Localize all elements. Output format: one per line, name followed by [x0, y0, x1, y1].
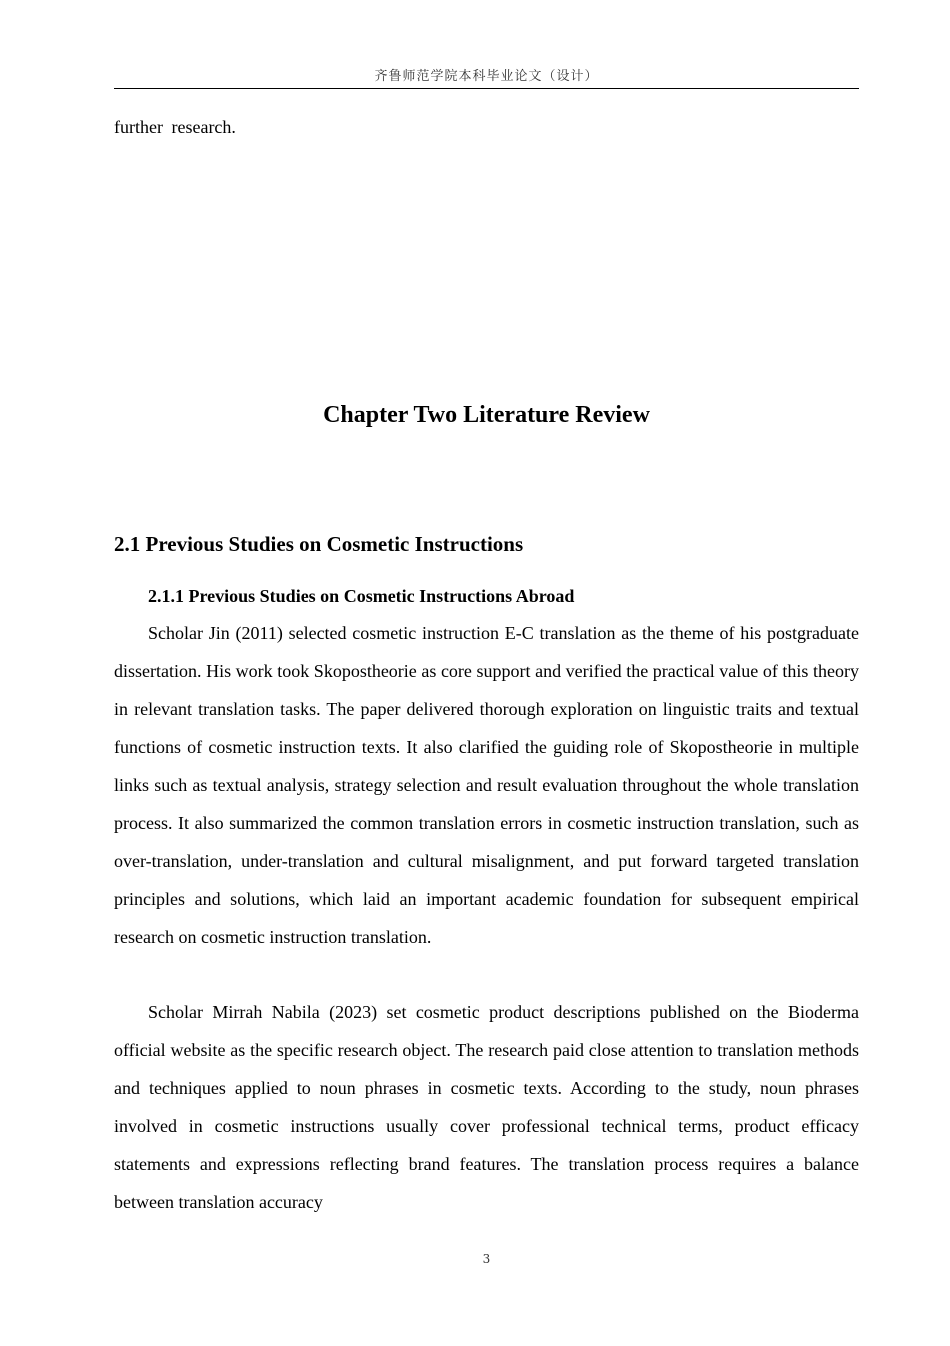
chapter-title: Chapter Two Literature Review: [323, 402, 650, 428]
subsection-heading: 2.1.1 Previous Studies on Cosmetic Instructions Abroad: [148, 586, 575, 606]
header-rule: [114, 88, 859, 89]
body-paragraph: Scholar Mirrah Nabila (2023) set cosmetic product descriptions published on the Bioderma official website as the specific research object. The research paid close attention to translation methods and techniques applied to noun phrases in cosmetic texts. According to the study, noun phrases involved in cosmetic instructions usually cover professional technical terms, product efficacy statements and expressions reflecting brand features. The translation process requires a balance between translation accuracy: [114, 1002, 859, 1212]
continued-paragraph-end: further research.: [114, 117, 236, 137]
section-heading: 2.1 Previous Studies on Cosmetic Instructions: [114, 532, 524, 556]
running-header: 齐鲁师范学院本科毕业论文（设计）: [374, 69, 599, 84]
page-number: 3: [482, 1252, 491, 1266]
body-paragraph: Scholar Jin (2011) selected cosmetic instruction E-C translation as the theme of his postgraduate dissertation. His work took Skopostheorie as core support and verified the practical value of this theory in relevant translation tasks. The paper delivered thorough exploration on linguistic traits and textual functions of cosmetic instruction texts. It also clarified the guiding role of Skopostheorie in multiple links such as textual analysis, strategy selection and result evaluation throughout the whole translation process. It also summarized the common translation errors in cosmetic instruction translation, such as over-translation, under-translation and cultural misalignment, and put forward targeted translation principles and solutions, which laid an important academic foundation for subsequent empirical research on cosmetic instruction translation.: [114, 623, 859, 947]
